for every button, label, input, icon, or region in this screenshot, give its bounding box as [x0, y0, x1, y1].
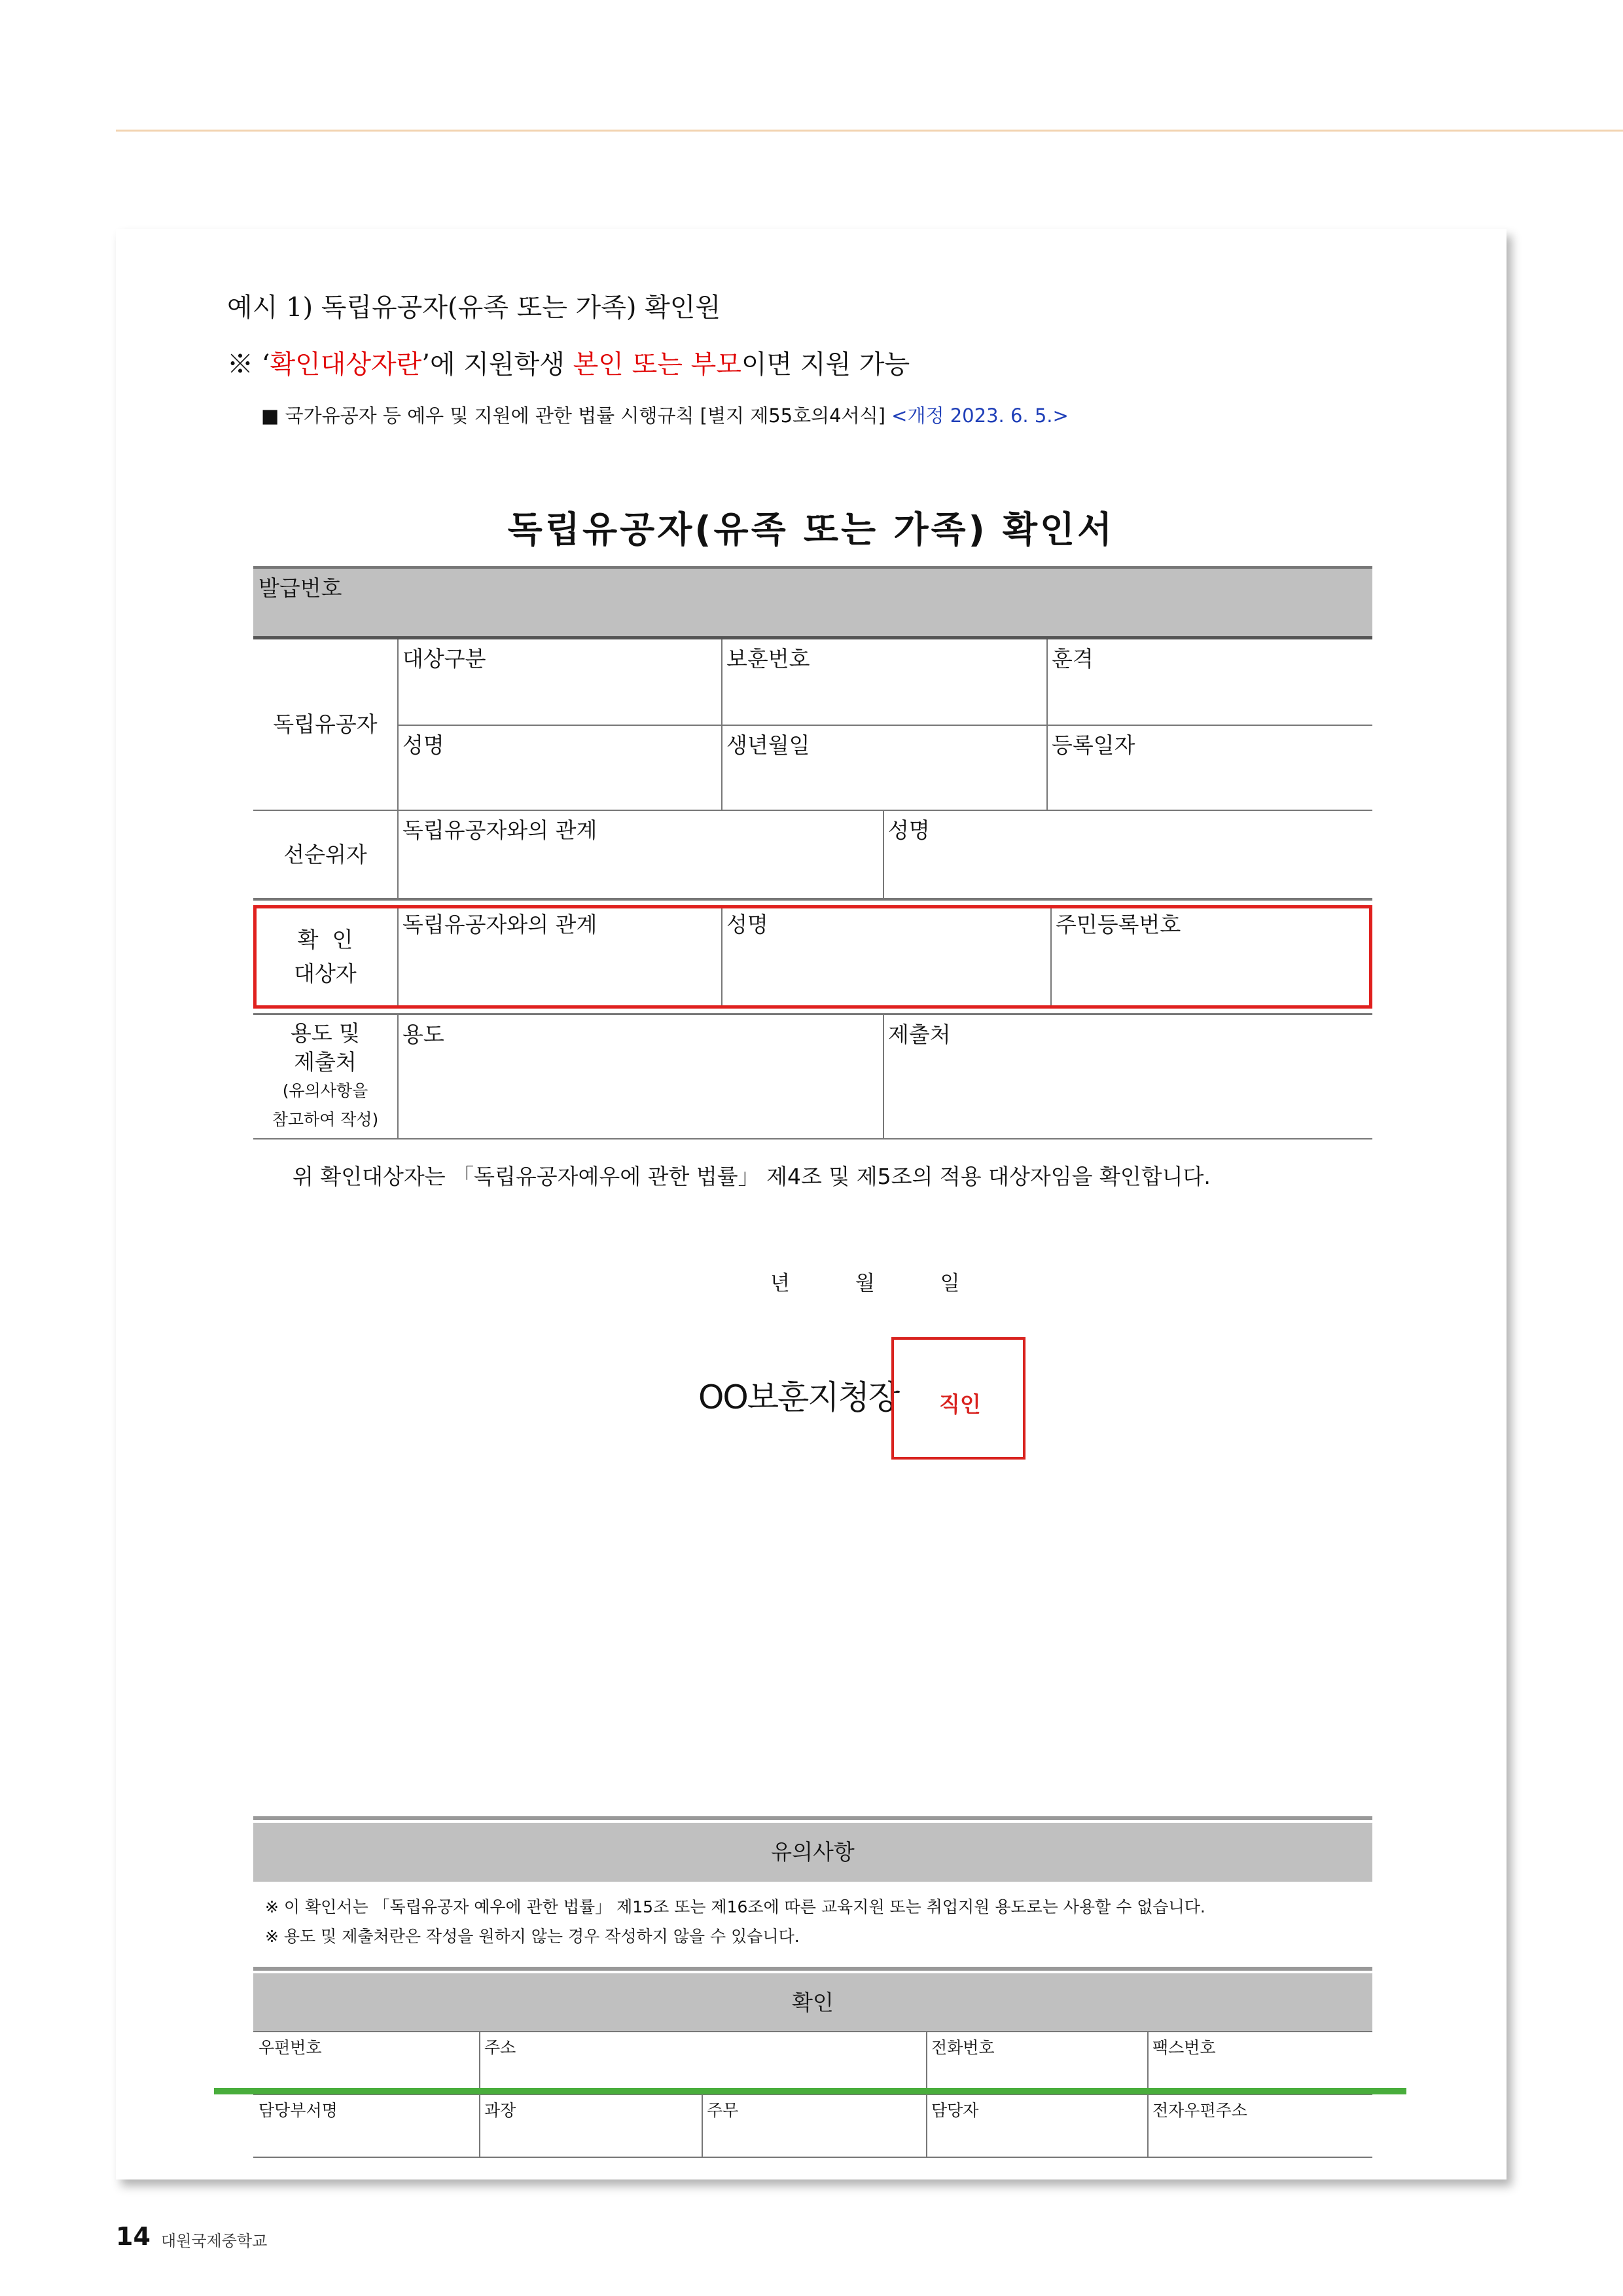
submit-to-field: 제출처 — [888, 1022, 951, 1047]
document-card — [116, 229, 1507, 2179]
staff-field: 담당자 — [931, 2101, 979, 2120]
target-relation-field: 독립유공자와의 관계 — [402, 912, 597, 937]
page-number: 14 — [116, 2222, 151, 2251]
email-field: 전자우편주소 — [1152, 2101, 1247, 2120]
postal-field: 우편번호 — [259, 2038, 322, 2057]
notice-line-1: ※ 이 확인서는 「독립유공자 예우에 관한 법률」 제15조 또는 제16조에 따른 교육지원 또는 취업지원 용도로는 사용할 수 없습니다. — [265, 1897, 1205, 1916]
top-divider — [116, 130, 1623, 132]
confirm-header: 확인 — [253, 1973, 1372, 2031]
notice-line-2: ※ 용도 및 제출처란은 작성을 원하지 않는 경우 작성하지 않을 수 있습니다. — [265, 1927, 800, 1946]
target-label: 확 인 대상자 — [294, 927, 357, 986]
usage-label: 용도 및 제출처 (유의사항을 참고하여 작성) — [272, 1020, 379, 1129]
eligibility-note: ※ ‘확인대상자란’에 지원학생 본인 또는 부모이면 지원 가능 — [227, 350, 910, 380]
address-field: 주소 — [484, 2038, 516, 2057]
highlight-target: 확인대상자란 — [270, 350, 422, 380]
school-name: 대원국제중학교 — [161, 2232, 268, 2250]
issue-number-cell: 발급번호 — [253, 569, 1372, 636]
issuer-name: OO보훈지청장 — [698, 1378, 899, 1416]
resident-number-field: 주민등록번호 — [1056, 912, 1181, 937]
revision-date: <개정 2023. 6. 5.> — [891, 404, 1069, 427]
target-name-field: 성명 — [726, 912, 768, 937]
date-line: 년 월 일 — [770, 1272, 960, 1295]
form-title: 독립유공자(유족 또는 가족) 확인서 — [507, 509, 1115, 550]
department-field: 담당부서명 — [259, 2101, 338, 2120]
category-field: 대상구분 — [402, 646, 486, 672]
successor-label: 선순위자 — [283, 841, 367, 867]
seal-label: 직인 — [939, 1391, 981, 1417]
law-reference: ■ 국가유공자 등 예우 및 지원에 관한 법률 시행규칙 [별지 제55호의4서식] <개정 2023. 6. 5.> — [261, 404, 1069, 427]
highlight-relation: 본인 또는 부모 — [573, 350, 741, 380]
patriot-name-field: 성명 — [402, 732, 444, 758]
birth-date-field: 생년월일 — [726, 732, 810, 758]
patriot-label: 독립유공자 — [273, 711, 378, 737]
successor-name-field: 성명 — [888, 817, 930, 843]
green-divider — [214, 2088, 1406, 2094]
purpose-field: 용도 — [402, 1022, 444, 1047]
example-title: 예시 1) 독립유공자(유족 또는 가족) 확인원 — [227, 293, 721, 323]
target-highlight-box — [253, 905, 1372, 1009]
chief-field: 과장 — [484, 2101, 516, 2120]
registration-date-field: 등록일자 — [1052, 732, 1135, 758]
veteran-number-field: 보훈번호 — [726, 646, 810, 672]
confirmation-statement: 위 확인대상자는 「독립유공자예우에 관한 법률」 제4조 및 제5조의 적용 대상자임을 확인합니다. — [293, 1164, 1211, 1189]
decoration-field: 훈격 — [1052, 646, 1094, 672]
phone-field: 전화번호 — [931, 2038, 995, 2057]
officer-field: 주무 — [707, 2101, 739, 2120]
fax-field: 팩스번호 — [1152, 2038, 1216, 2057]
successor-relation-field: 독립유공자와의 관계 — [402, 817, 597, 843]
notice-header: 유의사항 — [253, 1823, 1372, 1882]
